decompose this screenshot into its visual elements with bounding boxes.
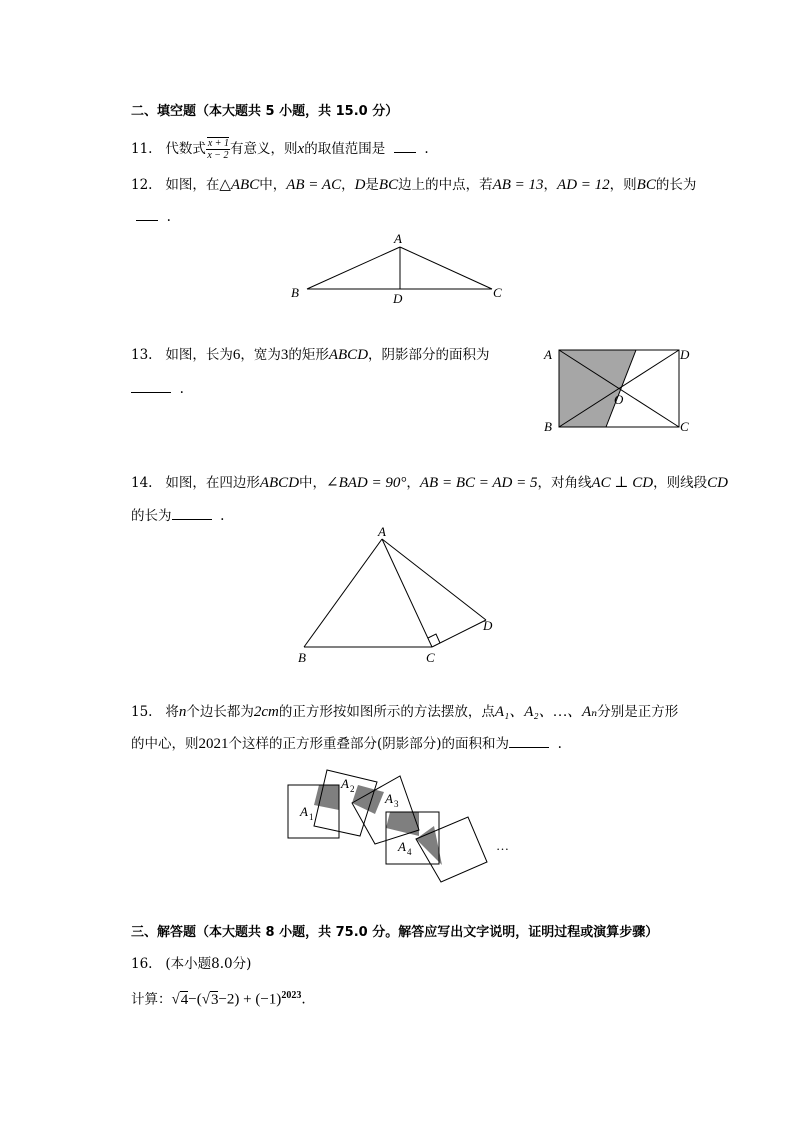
q15-ellipsis: … <box>496 838 509 853</box>
question-14 <box>131 473 728 493</box>
q16-part: −( <box>188 991 202 1008</box>
q12-bc2: BC <box>636 177 656 193</box>
q12-text: 如图，在 <box>165 177 220 193</box>
q12-segment-ab <box>307 247 400 289</box>
q12-d: D <box>354 177 366 193</box>
question-16 <box>131 954 251 974</box>
q12-text: ， <box>543 177 558 193</box>
q12-segment-ac <box>400 247 492 289</box>
q16-score: (本小题8.0分) <box>165 956 252 972</box>
q15-label-a4-sub: 4 <box>407 847 412 857</box>
q15-label-a3: A <box>385 791 393 806</box>
q11-post2: 的取值范围是 <box>304 141 386 157</box>
q11-pre: 代数式 <box>165 141 206 157</box>
q14-label-c: C <box>426 650 435 665</box>
q13-label-o: O <box>614 392 624 407</box>
q14-text: ，则线段 <box>653 475 708 491</box>
q12-bc: BC <box>378 177 399 193</box>
q11-number: 11. <box>131 141 153 157</box>
q14-text: ， <box>406 475 420 491</box>
q15-label-a2-sub: 2 <box>350 784 355 794</box>
q16-radicand-2: 3 <box>210 991 219 1008</box>
q14-text: 如图，在四边形 <box>165 475 260 491</box>
q15-label-a3-sub: 3 <box>394 799 399 809</box>
q14-angle: ∠BAD = 90° <box>326 475 407 491</box>
q13-number: 13. <box>131 347 153 363</box>
q15-text: 的中心，则 <box>131 736 199 752</box>
question-11 <box>131 138 429 161</box>
section-2-title: 二、填空题（本大题共 5 小题，共 15.0 分） <box>131 104 399 119</box>
q14-segment-ab <box>304 539 382 647</box>
q12-text: 边上的中点，若 <box>398 177 493 193</box>
q15-text: 个边长都为 <box>186 704 254 720</box>
q13-figure <box>540 345 700 435</box>
q15-line2 <box>131 734 562 754</box>
q13-length: 6 <box>232 347 241 363</box>
q15-label-a2: A <box>341 776 349 791</box>
q16-end: . <box>301 991 306 1008</box>
q14-answer-blank[interactable] <box>172 506 212 520</box>
question-15 <box>131 702 678 722</box>
q12-text: 中， <box>259 177 287 193</box>
q14-text: ，对角线 <box>537 475 592 491</box>
q13-shaded-region <box>559 350 636 427</box>
q16-label: 计算： <box>131 991 172 1008</box>
q16-sqrt-sign-1: √ <box>171 991 180 1008</box>
q13-label-b: B <box>544 419 552 434</box>
section-3-title: 三、解答题（本大题共 8 小题，共 75.0 分。解答应写出文字说明，证明过程或演算步骤） <box>131 925 659 940</box>
q16-exponent: 2023 <box>281 990 302 1001</box>
q12-answer-blank[interactable] <box>136 207 158 221</box>
q15-text: 分别是正方形 <box>597 704 679 720</box>
q13-text: ，宽为 <box>240 347 281 363</box>
q13-label-c: C <box>680 419 689 434</box>
q15-number: 15. <box>131 704 153 720</box>
q14-eq: AB = BC = AD = 5 <box>419 475 538 491</box>
q15-overlap-1 <box>314 785 339 810</box>
q13-rect: ABCD <box>328 347 369 363</box>
q11-denominator: x − 2 <box>207 150 229 161</box>
q11-numerator: x + 1 <box>207 138 230 149</box>
q16-part: −2) + (−1) <box>218 991 282 1008</box>
question-12 <box>131 175 696 195</box>
q12-text: ， <box>341 177 355 193</box>
q14-cd: CD <box>707 475 728 491</box>
q15-points: A₁、A₂、…、Aₙ <box>494 704 598 720</box>
q15-text: 个这样的正方形重叠部分(阴影部分)的面积和为 <box>228 736 510 752</box>
q15-text: 将 <box>165 704 179 720</box>
q12-text: ，则 <box>609 177 637 193</box>
q15-label-a1: A <box>300 804 308 819</box>
q12-figure <box>280 225 520 310</box>
q16-radicand-1: 4 <box>180 991 189 1008</box>
q15-count: 2021 <box>198 736 229 752</box>
q14-segment-ac <box>382 539 432 647</box>
q13-text: 如图，长为 <box>165 347 233 363</box>
q15-label-a1-sub: 1 <box>309 812 314 822</box>
q12-label-a: A <box>394 231 402 246</box>
q11-answer-blank[interactable] <box>394 139 416 153</box>
q14-text: 的长为 <box>131 508 172 524</box>
q14-number: 14. <box>131 475 153 491</box>
q11-var: x <box>297 141 305 157</box>
q14-label-a: A <box>378 524 386 539</box>
q14-line2 <box>131 506 224 526</box>
q12-eq2: AB = 13 <box>492 177 544 193</box>
q12-label-c: C <box>493 285 502 300</box>
q12-label-b: B <box>291 285 299 300</box>
q14-figure <box>290 524 510 668</box>
q14-segment-ad <box>382 539 486 620</box>
q11-fraction <box>206 138 230 161</box>
q14-text: 中， <box>299 475 327 491</box>
q13-end: . <box>179 381 184 397</box>
q16-expression <box>131 986 306 1010</box>
q15-answer-blank[interactable] <box>509 734 549 748</box>
q15-figure <box>280 760 520 890</box>
q15-size: 2cm <box>253 704 279 720</box>
q12-triangle: △ABC <box>219 177 260 193</box>
q11-post: 有意义，则 <box>230 141 298 157</box>
q12-eq3: AD = 12 <box>557 177 610 193</box>
question-13 <box>131 345 490 365</box>
q14-quad: ABCD <box>259 475 300 491</box>
q13-line2 <box>131 379 184 399</box>
q14-label-b: B <box>298 650 306 665</box>
q12-eq1: AB = AC <box>286 177 342 193</box>
q13-answer-blank[interactable] <box>131 379 171 393</box>
q16-number: 16. <box>131 956 153 972</box>
q11-end: . <box>424 141 429 157</box>
q12-label-d: D <box>393 291 403 306</box>
q13-text: ，阴影部分的面积为 <box>368 347 490 363</box>
q13-width: 3 <box>280 347 289 363</box>
q12-number: 12. <box>131 177 153 193</box>
q13-label-d: D <box>680 347 690 362</box>
q15-text: 的正方形按如图所示的方法摆放，点 <box>278 704 495 720</box>
q15-end: . <box>557 736 562 752</box>
q16-sqrt-sign-2: √ <box>201 991 210 1008</box>
q13-text: 的矩形 <box>288 347 329 363</box>
q12-line2 <box>136 207 171 227</box>
q14-label-d: D <box>483 618 493 633</box>
q12-text: 的长为 <box>655 177 697 193</box>
q15-n: n <box>178 704 187 720</box>
q13-label-a: A <box>544 347 552 362</box>
q12-text: 是 <box>365 177 379 193</box>
q12-end: . <box>166 209 171 225</box>
q14-perp: AC ⊥ CD <box>591 475 654 491</box>
q15-label-a4: A <box>398 839 406 854</box>
q14-end: . <box>220 508 225 524</box>
